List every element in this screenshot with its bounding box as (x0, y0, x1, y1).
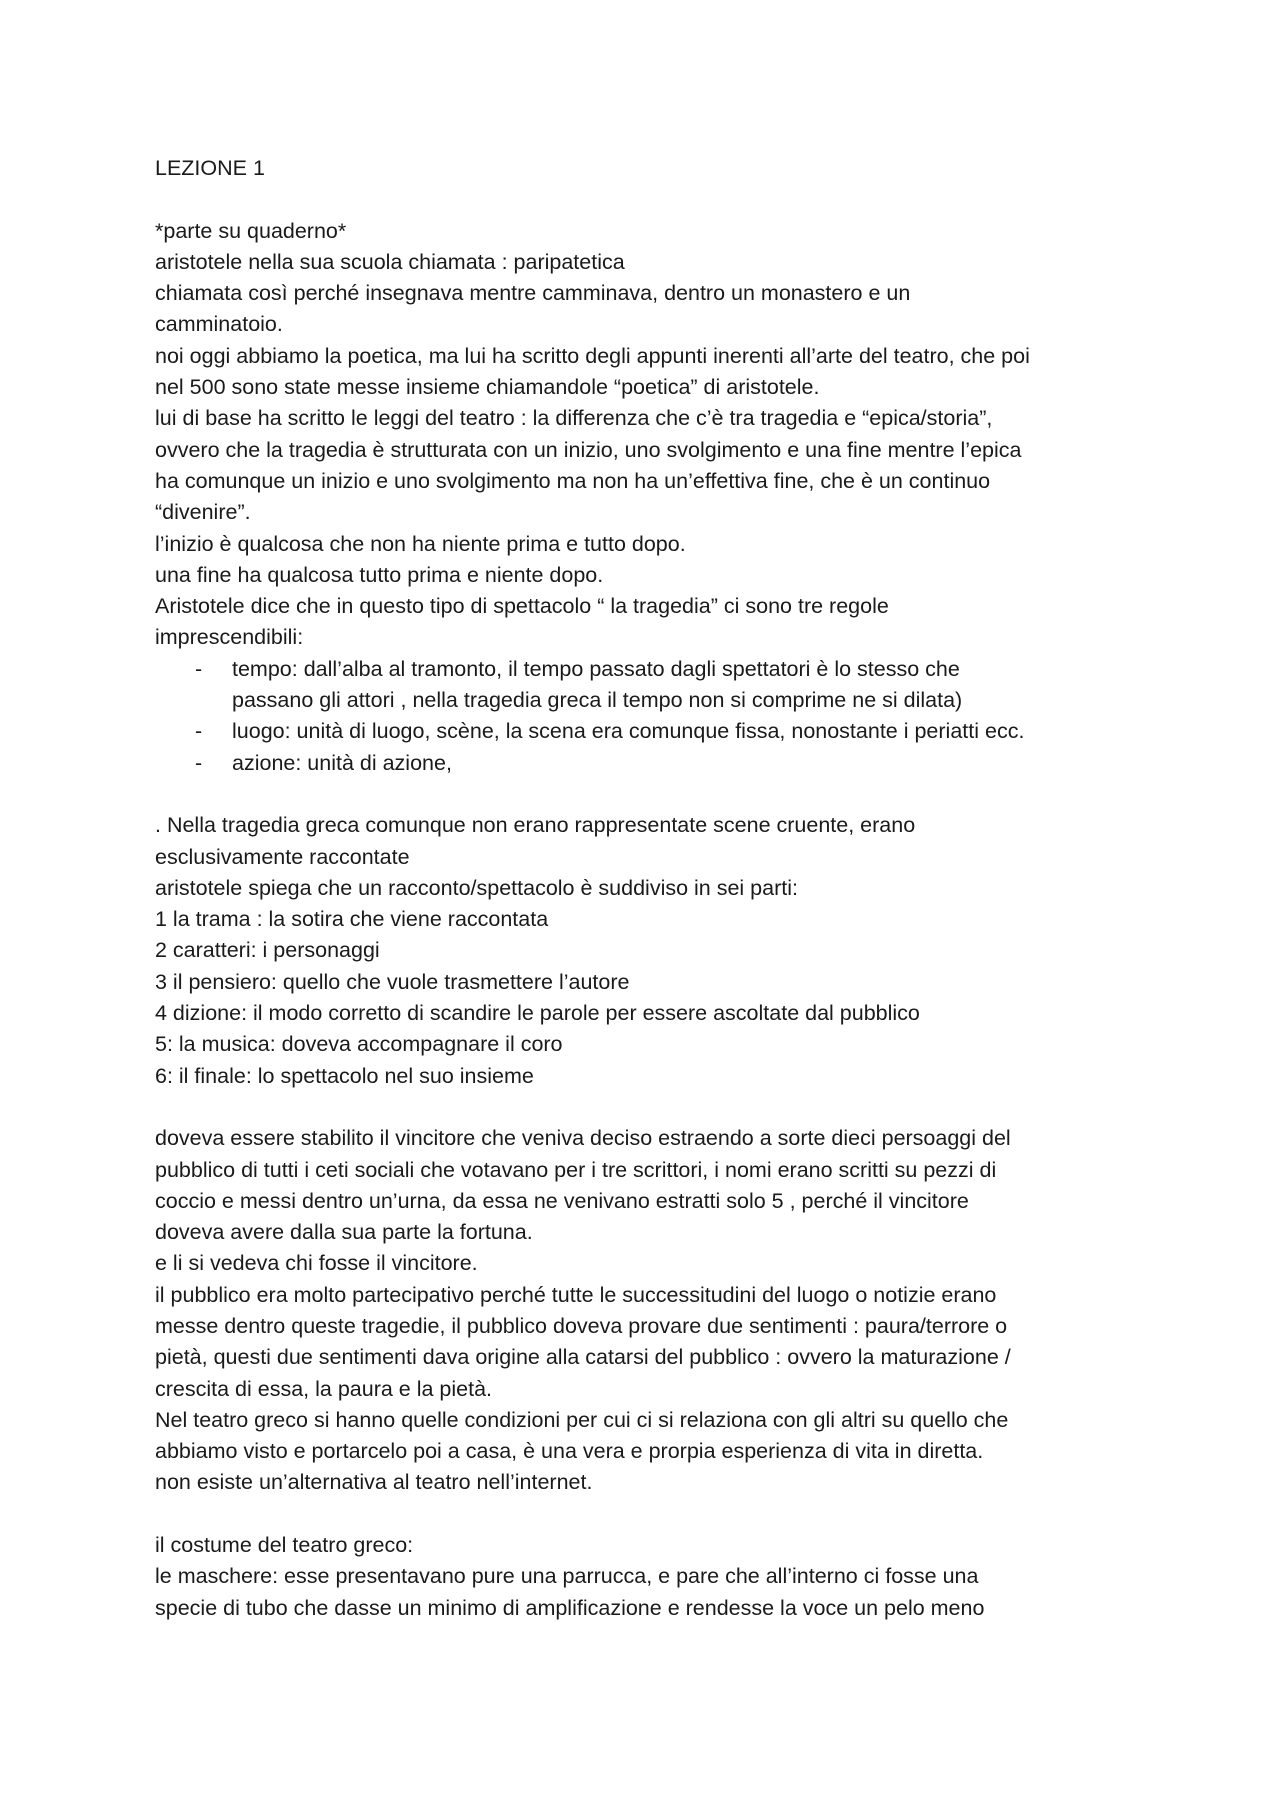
text-line: messe dentro queste tragedie, il pubblico doveva provare due sentimenti : paura/terrore o (155, 1313, 1008, 1338)
text-line: 3 il pensiero: quello che vuole trasmettere l’autore (155, 969, 630, 994)
list-item-text: luogo: unità di luogo, scène, la scena era comunque fissa, nonostante i periatti ecc. (232, 719, 1025, 744)
list-item (155, 748, 1135, 779)
blank-line (155, 184, 1135, 215)
text-line: il pubblico era molto partecipativo perché tutte le successitudini del luogo o notizie erano (155, 1282, 997, 1307)
section-parts (155, 810, 1135, 1092)
text-line: e li si vedeva chi fosse il vincitore. (155, 1251, 478, 1276)
list-item (155, 654, 1135, 717)
text-line: ovvero che la tragedia è strutturata con un inizio, uno svolgimento e una fine mentre l’epica (155, 437, 1022, 462)
text-line: *parte su quaderno* (155, 218, 347, 243)
text-line: abbiamo visto e portarcelo poi a casa, è una vera e prorpia esperienza di vita in diretta. (155, 1439, 984, 1464)
text-line: 1 la trama : la sotira che viene raccontata (155, 907, 549, 932)
text-line: Nel teatro greco si hanno quelle condizioni per cui ci si relaziona con gli altri su quello che (155, 1407, 1009, 1432)
text-line: doveva avere dalla sua parte la fortuna. (155, 1220, 533, 1245)
text-line: non esiste un’alternativa al teatro nell’internet. (155, 1470, 593, 1495)
text-line: ha comunque un inizio e uno svolgimento ma non ha un’effettiva fine, che è un continuo (155, 468, 991, 493)
text-line: “divenire”. (155, 500, 251, 525)
text-line: imprescendibili: (155, 625, 304, 650)
text-line: coccio e messi dentro un’urna, da essa ne venivano estratti solo 5 , perché il vincitore (155, 1188, 969, 1213)
text-line: . Nella tragedia greca comunque non erano rappresentate scene cruente, erano (155, 813, 916, 838)
text-line: doveva essere stabilito il vincitore che veniva deciso estraendo a sorte dieci persoaggi del (155, 1126, 1011, 1151)
text-line: aristotele nella sua scuola chiamata : paripatetica (155, 249, 625, 274)
list-item-text: tempo: dall’alba al tramonto, il tempo passato dagli spettatori è lo stesso che (232, 656, 960, 681)
text-line: aristotele spiega che un racconto/spettacolo è suddiviso in sei parti: (155, 875, 798, 900)
text-line: 2 caratteri: i personaggi (155, 938, 380, 963)
text-line: chiamata così perché insegnava mentre camminava, dentro un monastero e un (155, 281, 911, 306)
blank-line (155, 779, 1135, 810)
text-line: Aristotele dice che in questo tipo di spettacolo “ la tragedia” ci sono tre regole (155, 594, 889, 619)
text-line: l’inizio è qualcosa che non ha niente prima e tutto dopo. (155, 531, 686, 556)
list-item (155, 716, 1135, 747)
text-line: pietà, questi due sentimenti dava origine alla catarsi del pubblico : ovvero la maturazione / (155, 1345, 1011, 1370)
text-line: camminatoio. (155, 312, 283, 337)
text-line: specie di tubo che dasse un minimo di amplificazione e rendesse la voce un pelo meno (155, 1595, 985, 1620)
section-aristotele (155, 216, 1135, 654)
blank-line (155, 1499, 1135, 1530)
text-line: crescita di essa, la paura e la pietà. (155, 1376, 493, 1401)
text-line: 4 dizione: il modo corretto di scandire le parole per essere ascoltate dal pubblico (155, 1001, 920, 1026)
bullet-dash: - (195, 719, 203, 744)
text-line: le maschere: esse presentavano pure una parrucca, e pare che all’interno ci fosse una (155, 1564, 979, 1589)
lesson-title: LEZIONE 1 (155, 156, 265, 180)
text-line: 5: la musica: doveva accompagnare il coro (155, 1032, 563, 1057)
bullet-dash: - (195, 750, 203, 775)
text-line: il costume del teatro greco: (155, 1533, 414, 1558)
text-line: lui di base ha scritto le leggi del teatro : la differenza che c’è tra tragedia e “epica/storia”, (155, 406, 993, 431)
rules-list (155, 654, 1135, 779)
text-line: 6: il finale: lo spettacolo nel suo insieme (155, 1063, 534, 1088)
text-line: pubblico di tutti i ceti sociali che votavano per i tre scrittori, i nomi erano scritti su pezzi di (155, 1157, 997, 1182)
list-item-text: azione: unità di azione, (232, 750, 452, 775)
text-line: noi oggi abbiamo la poetica, ma lui ha scritto degli appunti inerenti all’arte del teatro, che poi (155, 343, 1030, 368)
list-item-text: passano gli attori , nella tragedia greca il tempo non si comprime ne si dilata) (232, 688, 963, 713)
text-line: esclusivamente raccontate (155, 844, 410, 869)
blank-line (155, 1092, 1135, 1123)
text-line: una fine ha qualcosa tutto prima e niente dopo. (155, 562, 604, 587)
section-vincitore (155, 1123, 1135, 1499)
bullet-dash: - (195, 656, 203, 681)
text-line: nel 500 sono state messe insieme chiamandole “poetica” di aristotele. (155, 375, 820, 400)
document-page (155, 153, 1135, 1624)
section-costume (155, 1530, 1135, 1624)
